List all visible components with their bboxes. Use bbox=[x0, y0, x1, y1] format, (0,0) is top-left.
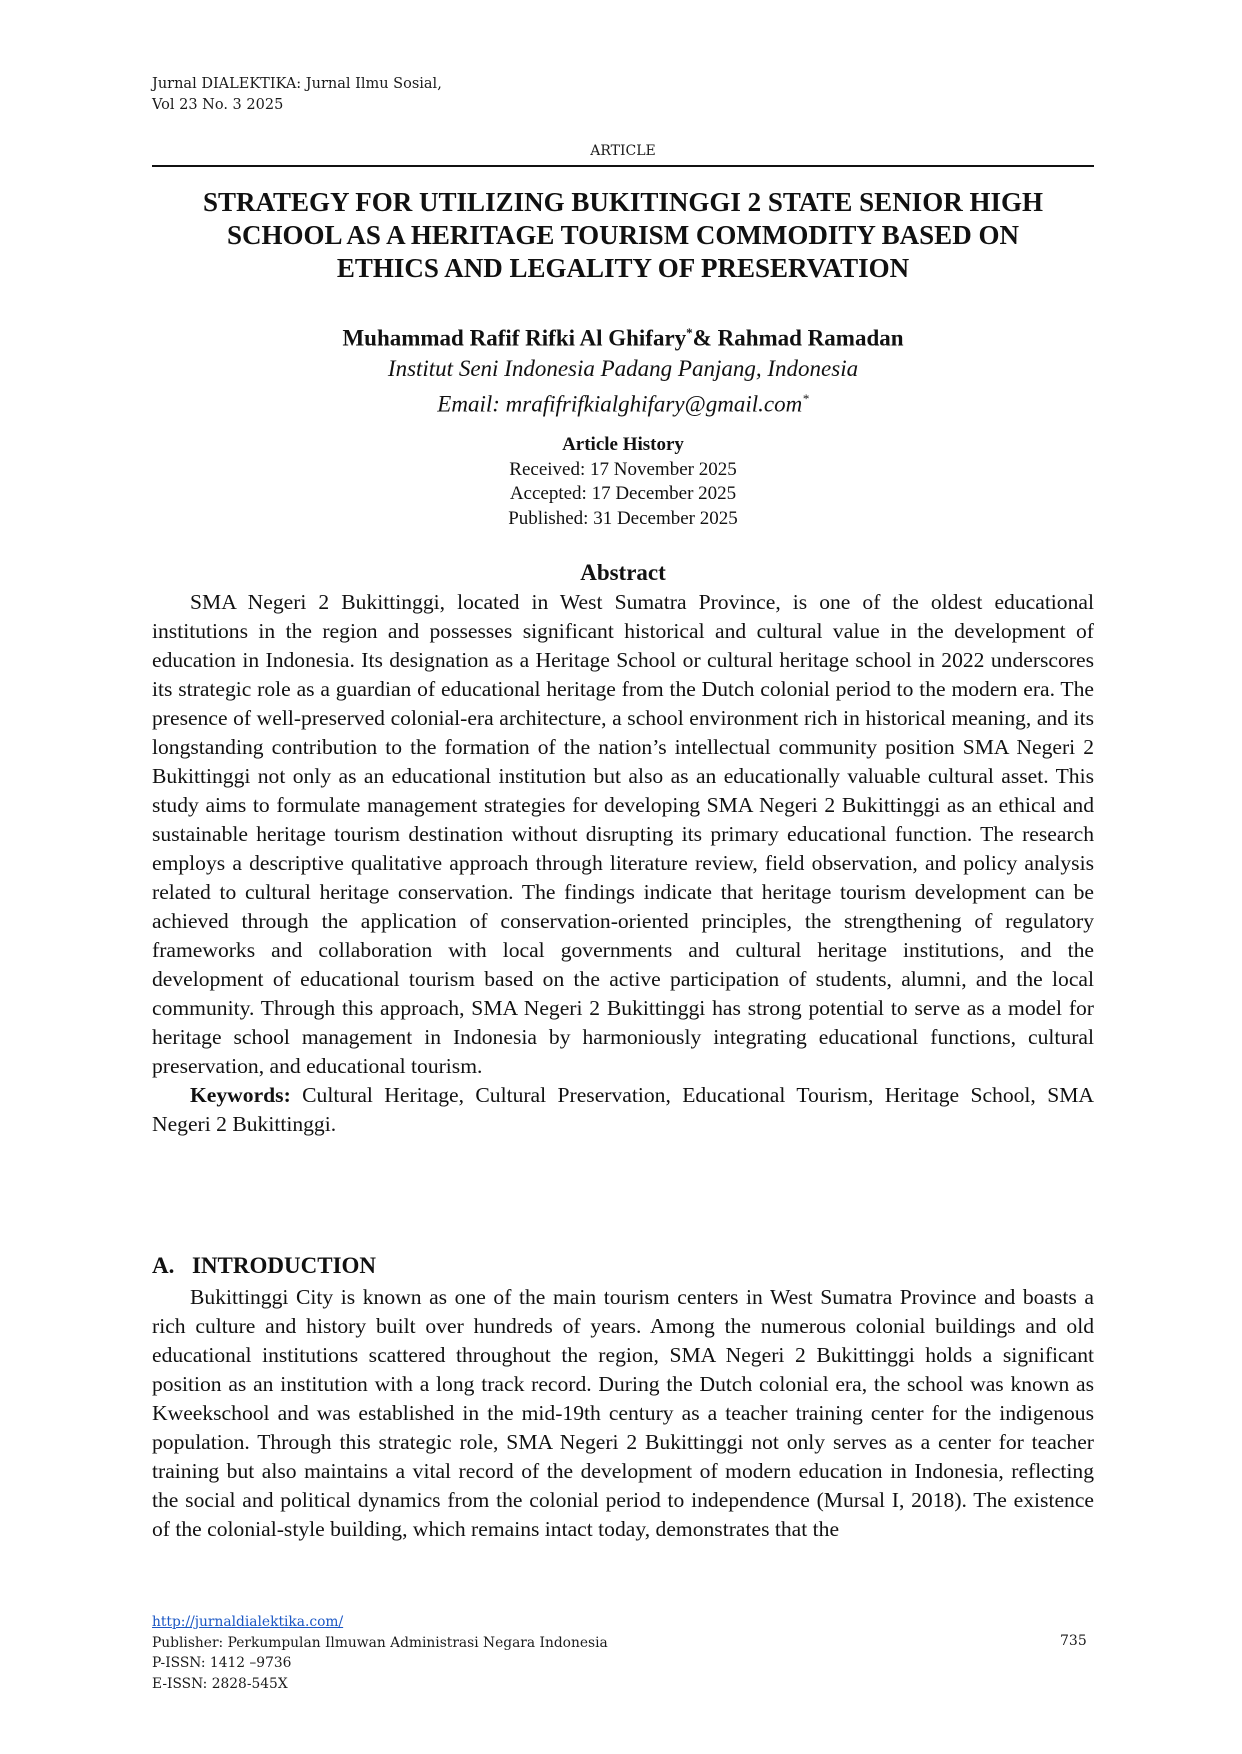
abstract-section bbox=[152, 588, 1094, 1139]
abstract-text: SMA Negeri 2 Bukittinggi, located in West Sumatra Province, is one of the oldest educational institutions in the region and possesses significant historical and cultural value in the development of education in Indonesia. Its designation as a Heritage School or cultural heritage school in 2022 underscores its strategic role as a guardian of educational heritage from the Dutch colonial period to the modern era. The presence of well-preserved colonial-era architecture, a school environment rich in historical meaning, and its longstanding contribution to the formation of the nation’s intellectual community position SMA Negeri 2 Bukittinggi not only as an educational institution but also as an educationally valuable cultural asset. This study aims to formulate management strategies for developing SMA Negeri 2 Bukittinggi as an ethical and sustainable heritage tourism destination without disrupting its primary educational function. The research employs a descriptive qualitative approach through literature review, field observation, and policy analysis related to cultural heritage conservation. The findings indicate that heritage tourism development can be achieved through the application of conservation-oriented principles, the strengthening of regulatory frameworks and collaboration with local governments and cultural heritage institutions, and the development of educational tourism based on the active participation of students, alumni, and the local community. Through this approach, SMA Negeri 2 Bukittinggi has strong potential to serve as a model for heritage school management in Indonesia by harmoniously integrating educational functions, cultural preservation, and educational tourism. bbox=[152, 590, 1094, 1078]
title-line-1: STRATEGY FOR UTILIZING BUKITINGGI 2 STATE SENIOR HIGH bbox=[203, 187, 1043, 217]
keywords-label: Keywords: bbox=[190, 1083, 291, 1107]
page-footer bbox=[152, 1612, 608, 1694]
history-accepted: Accepted: 17 December 2025 bbox=[509, 483, 737, 504]
corresponding-mark: * bbox=[686, 325, 693, 340]
section-heading-introduction bbox=[152, 1253, 376, 1279]
author-names bbox=[152, 318, 1094, 354]
electronic-issn: E-ISSN: 2828-545X bbox=[152, 1675, 288, 1692]
journal-url-link[interactable]: http://jurnaldialektika.com/ bbox=[152, 1614, 344, 1630]
article-type-label: ARTICLE bbox=[590, 143, 656, 159]
article-history bbox=[152, 433, 1094, 531]
author-1: Muhammad Rafif Rifki Al Ghifary bbox=[342, 325, 687, 351]
section-number: A. bbox=[152, 1253, 175, 1278]
print-issn: P-ISSN: 1412 –9736 bbox=[152, 1655, 292, 1671]
email-address[interactable]: mrafifrifkialghifary@gmail.com bbox=[505, 391, 803, 417]
header-divider bbox=[152, 165, 1094, 167]
section-title: INTRODUCTION bbox=[192, 1253, 377, 1278]
author-2: & Rahmad Ramadan bbox=[692, 325, 904, 351]
history-published: Published: 31 December 2025 bbox=[508, 507, 738, 529]
publisher-line: Publisher: Perkumpulan Ilmuwan Administrasi Negara Indonesia bbox=[152, 1634, 608, 1651]
title-line-2: SCHOOL AS A HERITAGE TOURISM COMMODITY BASED ON bbox=[227, 220, 1019, 250]
introduction-paragraph: Bukittinggi City is known as one of the main tourism centers in West Sumatra Province and boasts a rich culture and history built over hundreds of years. Among the numerous colonial buildings and old educational institutions scattered throughout the region, SMA Negeri 2 Bukittinggi holds a significant position as an institution with a long track record. During the Dutch colonial era, the school was known as Kweekschool and was established in the mid-19th century as a teacher training center for the indigenous population. Through this strategic role, SMA Negeri 2 Bukittinggi not only serves as a center for teacher training but also maintains a vital record of the development of modern education in Indonesia, reflecting the social and political dynamics from the colonial period to independence (Mursal I, 2018). The existence of the colonial-style building, which remains intact today, demonstrates that the bbox=[152, 1285, 1094, 1541]
journal-header bbox=[152, 74, 442, 116]
paper-title bbox=[152, 186, 1094, 285]
history-heading: Article History bbox=[562, 434, 684, 455]
author-email-line: Email: mrafifrifkialghifary@gmail.com* bbox=[437, 390, 809, 417]
keywords bbox=[152, 1081, 1094, 1139]
history-received: Received: 17 November 2025 bbox=[509, 458, 737, 480]
email-label: Email bbox=[437, 391, 493, 417]
author-affiliation: Institut Seni Indonesia Padang Panjang, Indonesia bbox=[387, 355, 859, 381]
title-line-3: ETHICS AND LEGALITY OF PRESERVATION bbox=[336, 253, 910, 283]
introduction-body bbox=[152, 1283, 1094, 1544]
keywords-list: Cultural Heritage, Cultural Preservation, Educational Tourism, Heritage School, SMA Negeri 2 Bukittinggi. bbox=[152, 1083, 1094, 1136]
author-block bbox=[152, 318, 1094, 419]
journal-volume: Vol 23 No. 3 2025 bbox=[152, 97, 284, 113]
page-number: 735 bbox=[1060, 1633, 1087, 1649]
journal-name: Jurnal DIALEKTIKA: Jurnal Ilmu Sosial, bbox=[152, 76, 442, 92]
abstract-heading: Abstract bbox=[580, 560, 666, 585]
email-mark: * bbox=[802, 390, 809, 406]
